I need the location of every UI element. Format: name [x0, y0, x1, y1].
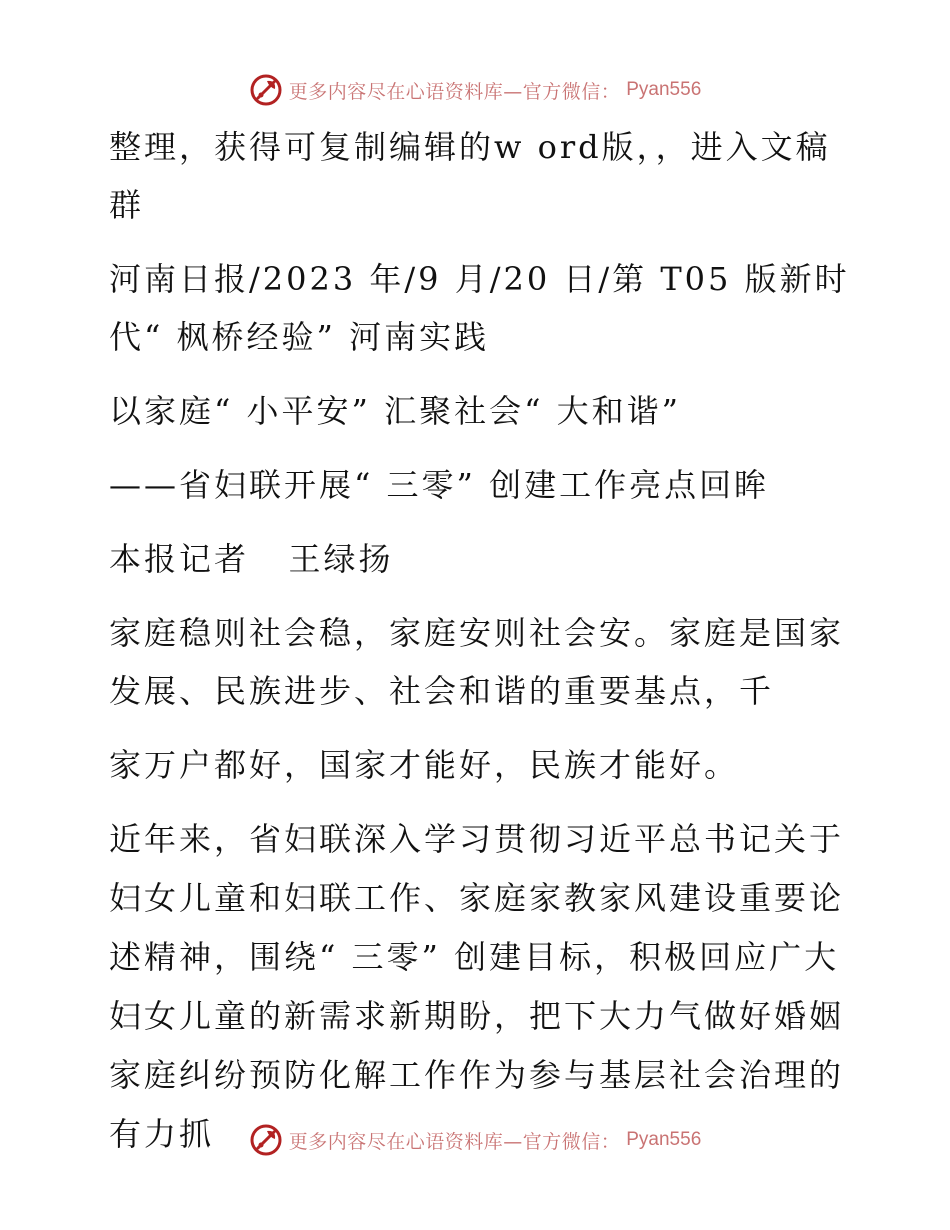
watermark-banner-bottom	[0, 1120, 950, 1160]
watermark-banner-top	[0, 70, 950, 110]
watermark-text: 更多内容尽在心语资料库—官方微信：	[288, 80, 621, 103]
paragraph-1b: 家万户都好，国家才能好，民族才能好。	[109, 746, 740, 784]
paragraph-2: 近年来，省妇联深入学习贯彻习近平总书记关于妇女儿童和妇联工作、家庭家教家风建设重要论述精神，围绕“ 三零” 创建目标，积极回应广大妇女儿童的新需求新期盼，把下大力气做好婚姻家庭纠纷预防化解工作作为参与基层社会治理的有力抓	[109, 820, 845, 1153]
intro-paragraph: 整理，获得可复制编辑的w ord版，，进入文稿群	[109, 128, 831, 224]
byline: 本报记者 王绿扬	[109, 540, 394, 578]
document-body	[97, 118, 857, 1180]
quill-logo-icon	[249, 1123, 283, 1157]
watermark-text: 更多内容尽在心语资料库—官方微信：	[288, 1130, 621, 1153]
watermark-account: Pyan556	[626, 1129, 702, 1150]
quill-logo-icon	[249, 73, 283, 107]
source-line: 河南日报/2023 年/9 月/20 日/第 T05 版新时代“ 枫桥经验” 河南实践	[109, 260, 850, 356]
paragraph-1a: 家庭稳则社会稳，家庭安则社会安。家庭是国家发展、民族进步、社会和谐的重要基点，千	[109, 614, 845, 710]
subheadline: ——省妇联开展“ 三零” 创建工作亮点回眸	[109, 466, 770, 504]
headline: 以家庭“ 小平安” 汇聚社会“ 大和谐”	[109, 392, 681, 430]
watermark-account: Pyan556	[626, 79, 702, 100]
